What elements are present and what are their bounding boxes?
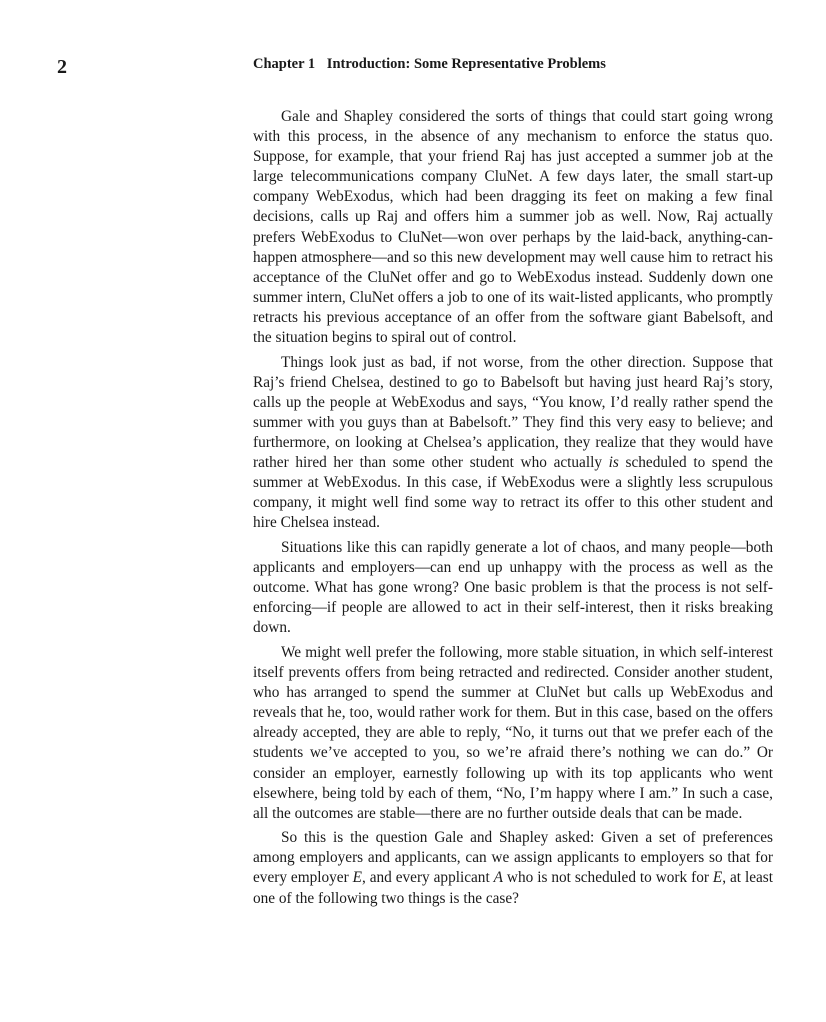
emphasis-is: is <box>608 454 619 472</box>
paragraph-text: We might well prefer the following, more stable situation, in which self-interest itself prevents offers from being retracted and redirected. Consider another student, who has arranged to spend the summer at CluNet but calls up WebExodus and reveals that he, too, would rather work for them. But in this case, based on the offers already accepted, they are able to reply, “No, it turns out that we prefer each of the students we’ve accepted to you, so we’re afraid there’s nothing we can do.” Or consider an employer, earnestly following up with its top applicants who went elsewhere, being told by each of them, “No, I’m happy where I am.” In such a case, all the outcomes are stable—there are no further outside deals that can be made. <box>253 643 773 822</box>
chapter-label: Chapter 1 <box>253 56 316 72</box>
body-text <box>253 107 773 913</box>
math-var-applicant: A <box>493 869 503 887</box>
paragraph-text: So this is the question Gale and Shapley asked: Given a set of preferences among employers and applicants, can we assign applicants to employers so that for every employer <box>253 829 773 887</box>
paragraph <box>253 538 773 638</box>
paragraph <box>253 828 773 908</box>
math-var-employer: E <box>352 869 362 887</box>
math-var-employer: E <box>712 869 723 887</box>
paragraph-text: Situations like this can rapidly generate a lot of chaos, and many people—both applicants and employers—can end up unhappy with the process as well as the outcome. What has gone wrong? One basic problem is that the process is not self-enforcing—if people are allowed to act in their self-interest, then it risks breaking down. <box>253 538 773 637</box>
paragraph-text: , at least one of the following two things is the case? <box>253 869 774 907</box>
chapter-title: Introduction: Some Representative Problems <box>326 56 606 72</box>
running-head <box>253 56 606 73</box>
paragraph-text: Things look just as bad, if not worse, from the other direction. Suppose that Raj’s friend Chelsea, destined to go to Babelsoft but having just heard Raj’s story, calls up the people at WebExodus and says, “You know, I’d really rather spend the summer with you guys than at Babelsoft.” They find this very easy to believe; and furthermore, on looking at Chelsea’s application, they realize that they would have rather hired her than some other student who actually <box>253 353 773 472</box>
paragraph-text: Gale and Shapley considered the sorts of things that could start going wrong with this process, in the absence of any mechanism to enforce the status quo. Suppose, for example, that your friend Raj has just accepted a summer job at the large telecommunications company CluNet. A few days later, the small start-up company WebExodus, which had been dragging its feet on making a few final decisions, calls up Raj and offers him a summer job as well. Now, Raj actually prefers WebExodus to CluNet—won over perhaps by the laid-back, anything-can-happen atmosphere—and so this new development may well cause him to retract his acceptance of the CluNet offer and go to WebExodus instead. Suddenly down one summer intern, CluNet offers a job to one of its wait-listed applicants, who promptly retracts his previous acceptance of an offer from the software giant Babelsoft, and the situation begins to spiral out of control. <box>253 108 773 347</box>
paragraph <box>253 353 773 534</box>
paragraph-text: scheduled to spend the summer at WebExodus. In this case, if WebExodus were a slightly less scrupulous company, it might well find some way to retract its offer to this other student and hire Chelsea instead. <box>253 454 773 532</box>
page-number: 2 <box>57 56 67 78</box>
paragraph <box>253 643 773 824</box>
paragraph-text: who is not scheduled to work for <box>503 869 713 887</box>
paragraph-text: , and every applicant <box>361 869 494 887</box>
paragraph <box>253 107 773 348</box>
